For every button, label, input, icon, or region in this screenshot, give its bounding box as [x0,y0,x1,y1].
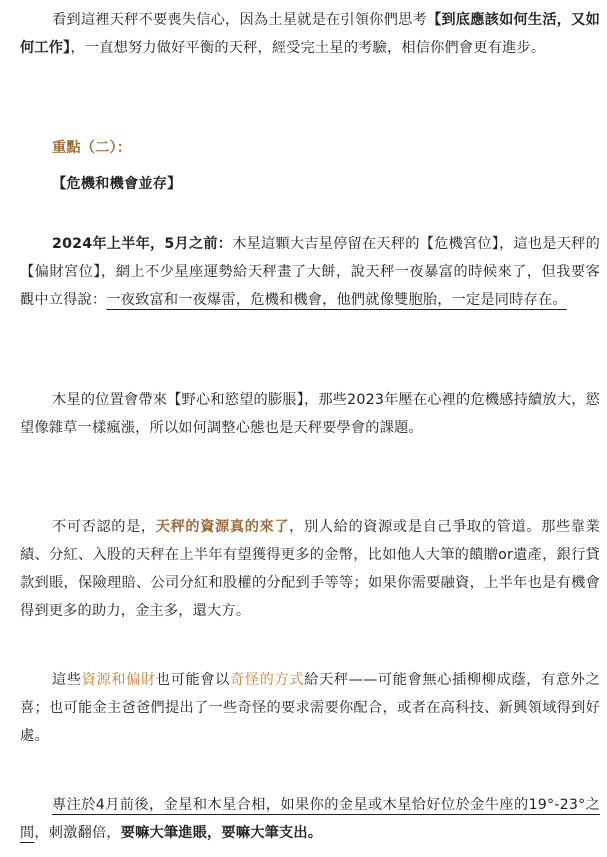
section-subheading [20,170,600,198]
highlight-resources: 天秤的資源真的來了 [155,519,290,535]
section-heading-text: 重點（二）： [52,140,132,156]
paragraph-resources [20,513,600,625]
text-run: 木星的位置會帶來【野心和慾望的膨脹】，那些2023年壓在心裡的危機感持續放大，慾望像雜草一樣瘋漲，所以如何調整心態也是天秤要學會的課題。 [20,392,600,436]
text-run: 木星這顆大吉星停留在天秤的【危機宮位】，這也是天秤的【偏財宮位】，網上不少星座運勢給天秤畫了大餅，說天秤一夜暴富的時候來了，但我要客觀中立得說： [20,236,600,308]
paragraph-jupiter-crisis [20,230,600,314]
paragraph-strange-ways [20,666,600,750]
section-heading [20,134,600,162]
date-lead: 2024年上半年，5月之前： [52,236,233,252]
underlined-text: 一夜致富和一夜爆雷，危機和機會，他們就像雙胞胎，一定是同時存在。 [106,292,567,308]
text-run: ，刺激翻倍， [34,825,121,841]
bold-highlight: 【到底應該如何生活，又如何工作】 [20,12,600,56]
text-run: 不可否認的是， [52,519,156,535]
bold-conclusion: 要嘛大筆進賬，要嘛大筆支出。 [120,825,323,841]
paragraph-ambition [20,386,600,442]
text-run: 這些 [52,672,82,688]
section-subheading-text: 【危機和機會並存】 [52,176,182,192]
highlight-resources-wealth: 資源和偏財 [81,672,156,688]
underlined-text: 專注於4月前後，金星和木星合相，如果你的金星或木星恰好位於金牛座的19°-23°之間 [20,797,600,841]
text-run: ，一直想努力做好平衡的天秤，經受完土星的考驗，相信你們會更有進步。 [70,40,546,56]
paragraph-saturn-guidance [20,6,600,62]
highlight-strange-way: 奇怪的方式 [230,672,305,688]
paragraph-venus-jupiter [20,791,600,847]
text-run: ，別人給的資源或是自己爭取的管道。那些靠業績、分紅、入股的天秤在上半年有望獲得更多的金幣，比如他人大筆的饋贈or遺產，銀行貸款到賬，保險理賠、公司分紅和股權的分配到手等等；如果你需要融資，上半年也是有機會得到更多的助力，金主多，還大方。 [20,519,601,619]
text-run: 看到這裡天秤不要喪失信心，因為土星就是在引領你們思考 [52,12,427,28]
text-run: 也可能會以 [155,672,231,688]
text-run: 給天秤——可能會無心插柳柳成蔭，有意外之喜；也可能金主爸爸們提出了一些奇怪的要求需要你配合，或者在高科技、新興領域得到好處。 [20,672,600,744]
